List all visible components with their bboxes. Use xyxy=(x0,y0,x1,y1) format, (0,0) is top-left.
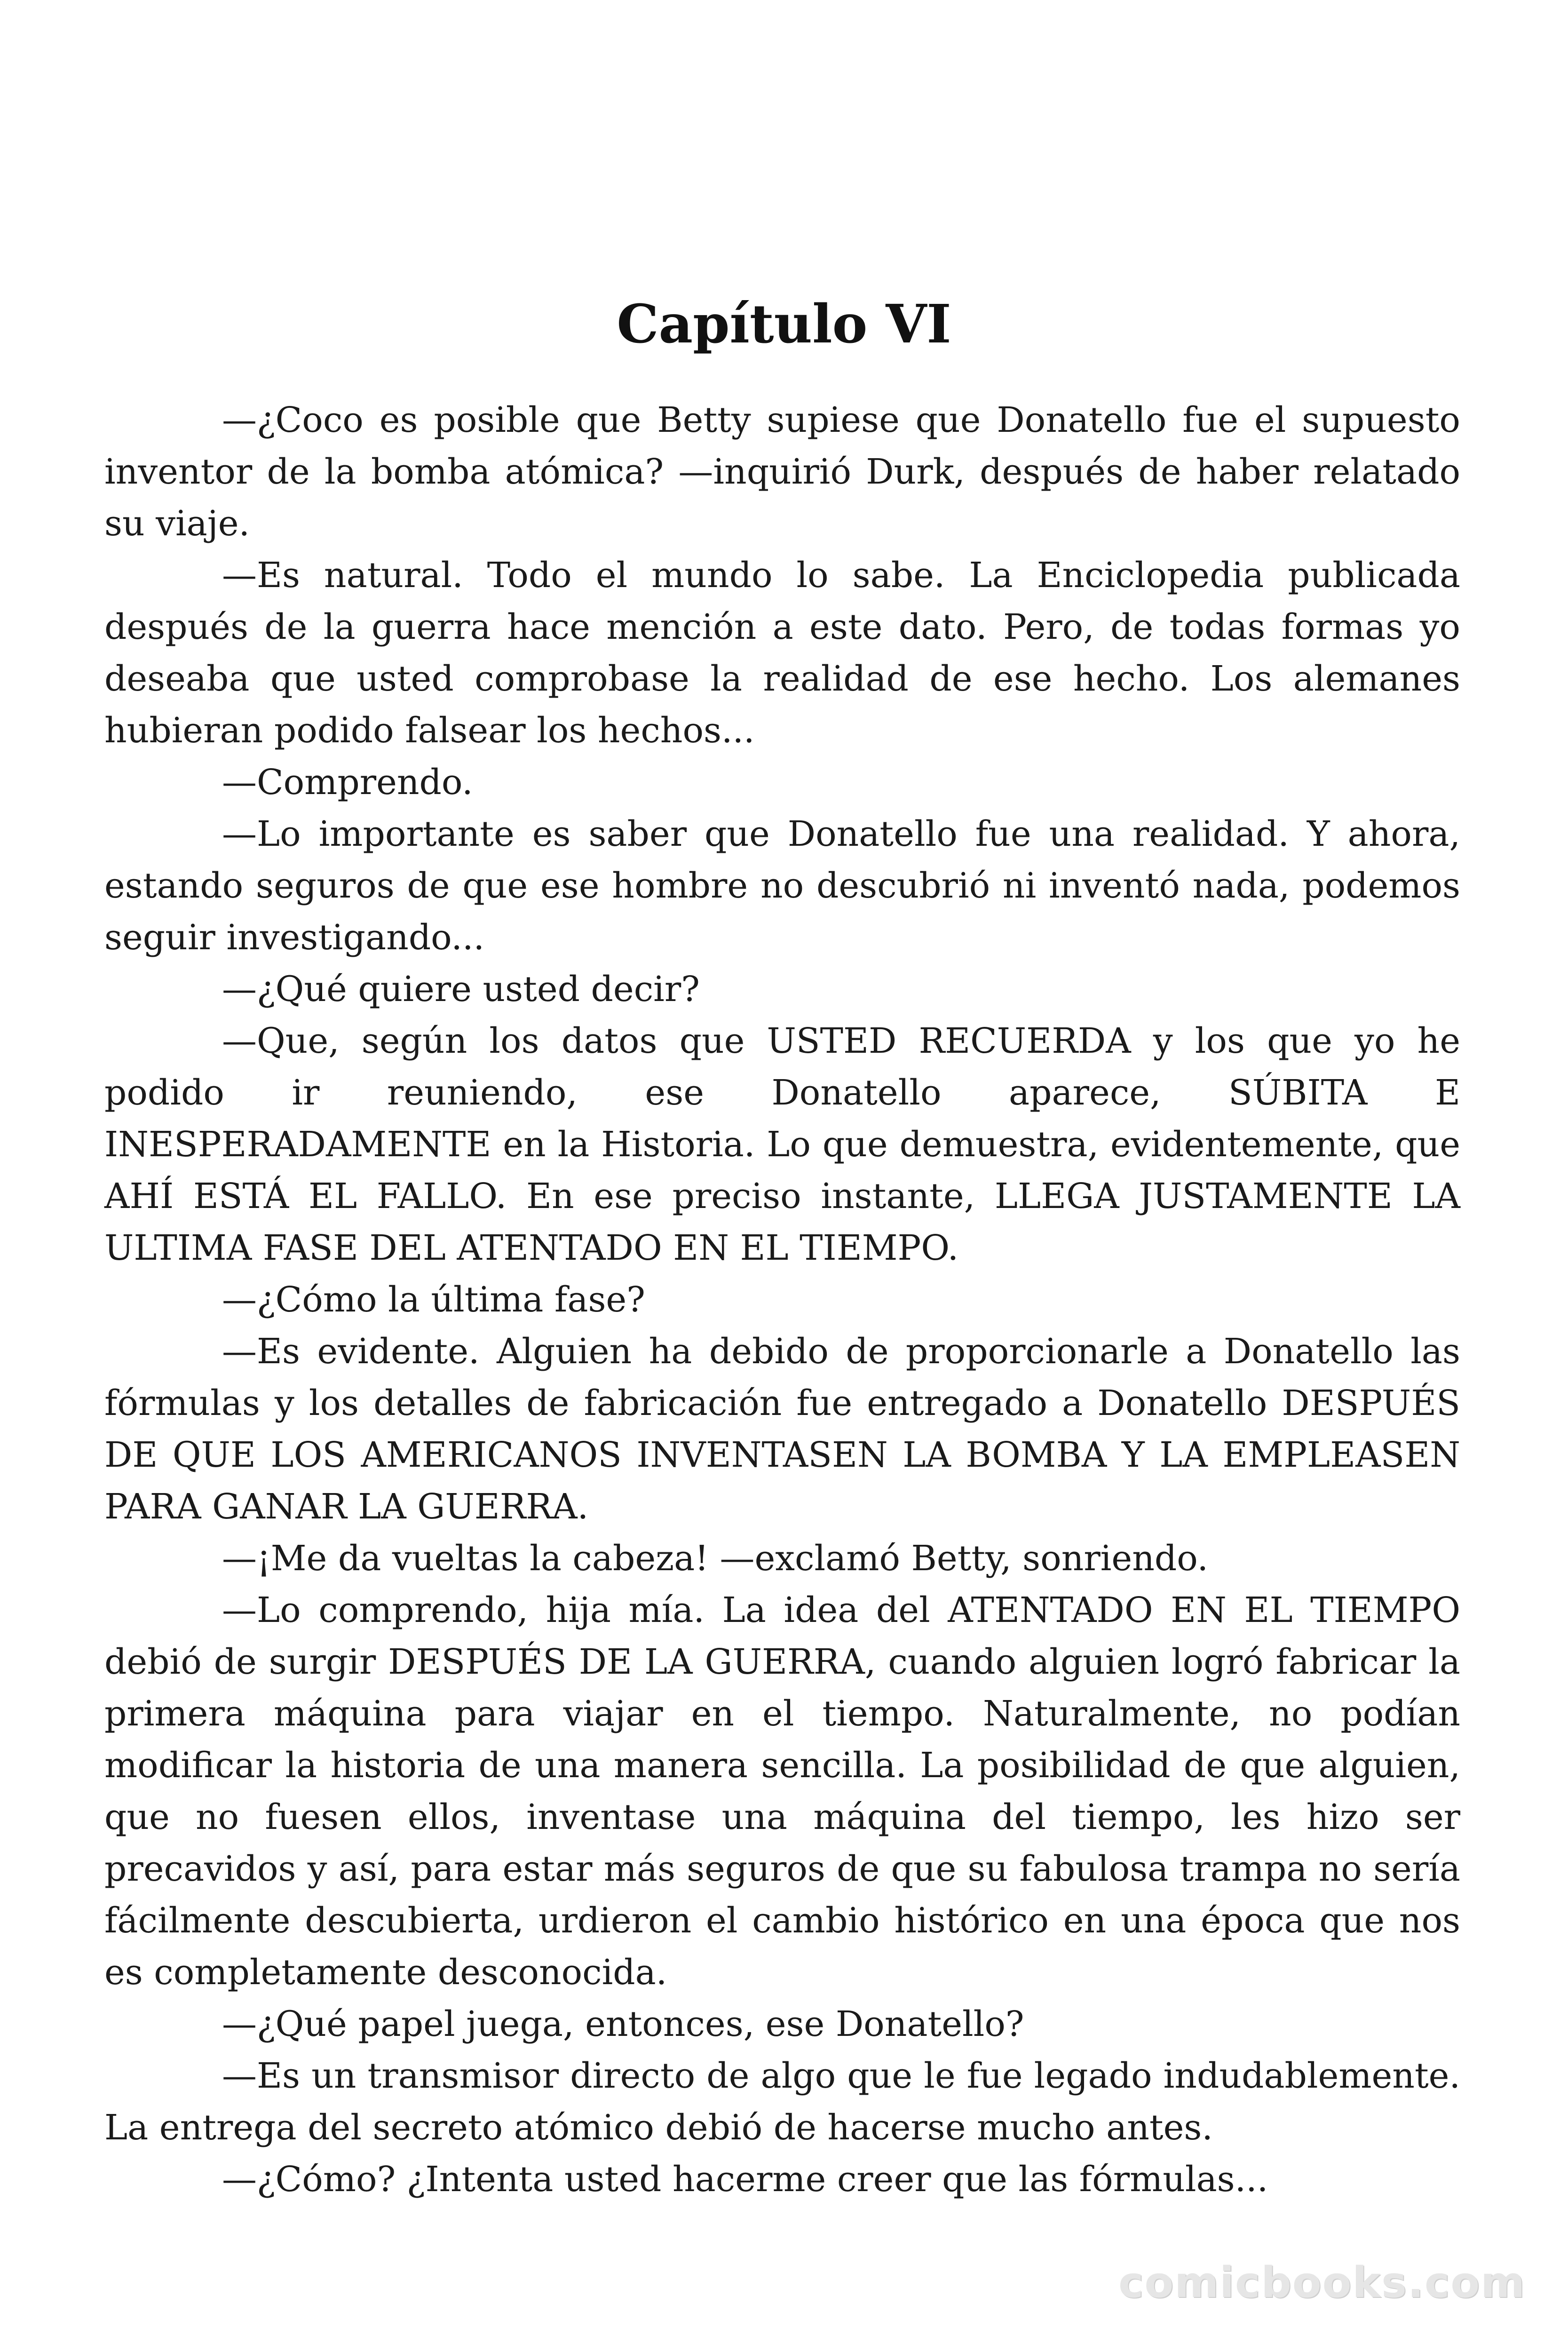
paragraph: —¡Me da vueltas la cabeza! —exclamó Betty, sonriendo. xyxy=(222,1538,1209,1579)
paragraph: —¿Qué quiere usted decir? xyxy=(222,969,700,1009)
paragraph: —Es natural. Todo el mundo lo sabe. La Enciclopedia publicada después de la guerra hace mención a este dato. Pero, de todas formas yo deseaba que usted comprobase la realidad de ese hecho. Los alemanes hubieran podido falsear los hechos... xyxy=(104,555,1460,751)
paragraph: —Lo importante es saber que Donatello fue una realidad. Y ahora, estando seguros de que ese hombre no descubrió ni inventó nada, podemos seguir investigando... xyxy=(104,814,1460,958)
paragraph: —¿Qué papel juega, entonces, ese Donatello? xyxy=(222,2004,1024,2044)
watermark: comicbooks.com xyxy=(1118,2258,1526,2307)
paragraph: —Es un transmisor directo de algo que le fue legado indudablemente. La entrega del secreto atómico debió de hacerse mucho antes. xyxy=(104,2056,1460,2148)
paragraph: —¿Cómo la última fase? xyxy=(222,1279,645,1320)
paragraph: —Comprendo. xyxy=(222,762,473,803)
chapter-title: Capítulo VI xyxy=(617,294,951,355)
paragraph: —Que, según los datos que USTED RECUERDA y los que yo he podido ir reuniendo, ese Donatello aparece, SÚBITA E INESPERADAMENTE en la Historia. Lo que demuestra, evidentemente, que AHÍ ESTÁ EL FALLO. En ese preciso instante, LLEGA JUSTAMENTE LA ULTIMA FASE DEL ATENTADO EN EL TIEMPO. xyxy=(104,1021,1460,1268)
paragraph: —¿Coco es posible que Betty supiese que Donatello fue el supuesto inventor de la bomba atómica? —inquirió Durk, después de haber relatado su viaje. xyxy=(104,400,1460,544)
paragraph: —¿Cómo? ¿Intenta usted hacerme creer que las fórmulas... xyxy=(222,2159,1268,2200)
paragraph: —Es evidente. Alguien ha debido de proporcionarle a Donatello las fórmulas y los detalles de fabricación fue entregado a Donatello DESPUÉS DE QUE LOS AMERICANOS INVENTASEN LA BOMBA Y LA EMPLEASEN PARA GANAR LA GUERRA. xyxy=(104,1331,1460,1527)
paragraph: —Lo comprendo, hija mía. La idea del ATENTADO EN EL TIEMPO debió de surgir DESPUÉS DE LA GUERRA, cuando alguien logró fabricar la primera máquina para viajar en el tiempo. Naturalmente, no podían modificar la historia de una manera sencilla. La posibilidad de que alguien, que no fuesen ellos, inventase una máquina del tiempo, les hizo ser precavidos y así, para estar más seguros de que su fabulosa trampa no sería fácilmente descubierta, urdieron el cambio histórico en una época que nos es completamente desconocida. xyxy=(104,1590,1460,1993)
body-text xyxy=(104,394,1460,2205)
